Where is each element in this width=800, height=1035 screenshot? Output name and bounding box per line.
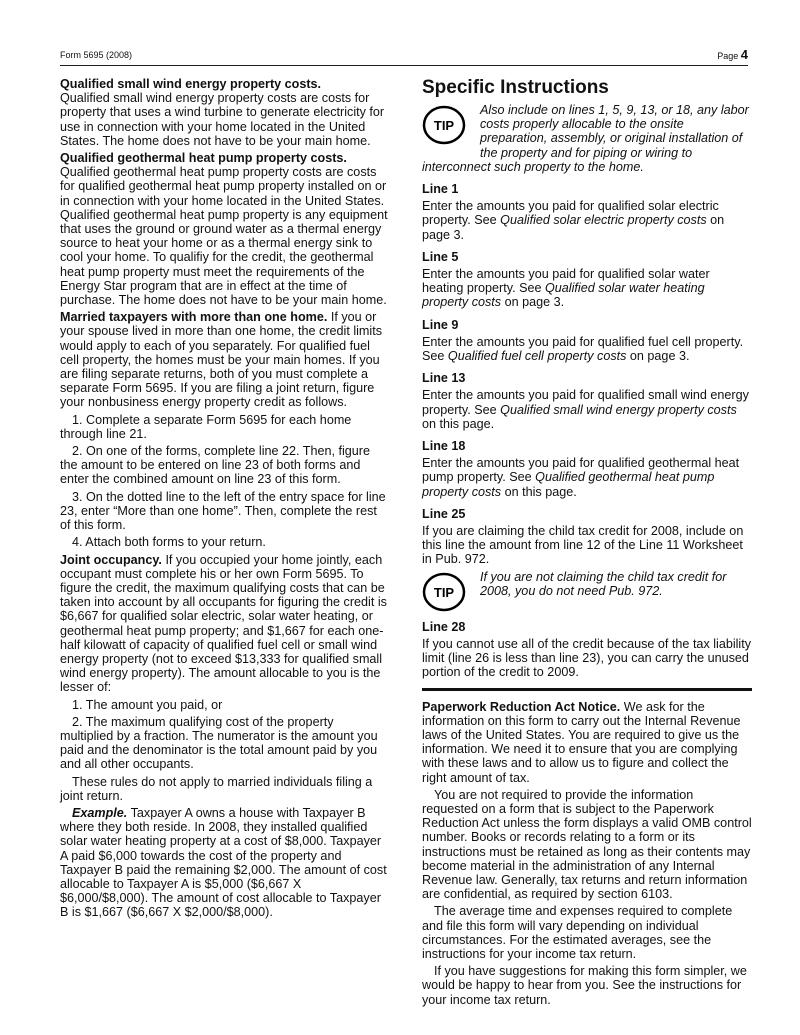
line-25-heading: Line 25 (422, 506, 466, 521)
line-1-ref: Qualified solar electric property costs (500, 213, 707, 228)
line-9-text (422, 335, 752, 363)
joint-title: Joint occupancy. (60, 552, 162, 567)
tip-label-1: TIP (433, 118, 455, 133)
joint-paragraph (60, 553, 390, 695)
tip-1-continuation: interconnect such property to the home. (422, 159, 644, 174)
line-13-heading: Line 13 (422, 371, 466, 386)
section-divider (422, 688, 752, 691)
example-body: Taxpayer A owns a house with Taxpayer B where they both reside. In 2008, they installed qualified solar water heating property at a cost of $8,000. Taxpayer A paid $6,000 towards the cost of the property and Taxpayer B paid the remaining $2,000. The amount of cost allocable to Taxpayer A is $5,000 ($6,667 X $6,000/$8,000). The amount of cost allocable to Taxpayer B is $1,667 ($6,667 X $2,000/$8,000). (60, 805, 387, 920)
paperwork-paragraph-2: You are not required to provide the information requested on a form that is subject to the Paperwork Reduction Act unless the form displays a valid OMB control number. Books or records relating to a form or its instructions must be retained as long as their contents may become material in the administration of any Internal Revenue law. Generally, tax returns and return information are confidential, as required by section 6103. (422, 787, 752, 902)
line-28-heading: Line 28 (422, 619, 466, 634)
line-9-ref: Qualified fuel cell property costs (447, 349, 627, 364)
married-body: If you or your spouse lived in more than one home, the credit limits would apply to each of you separately. For qualified fuel cell property, the homes must be your main homes. If you are filing separate returns, both of you must complete a separate Form 5695. If you are filing a joint return, figure your nonbusiness energy property credit as follows. (60, 310, 383, 410)
example-paragraph (60, 806, 390, 920)
lesser-item-2: 2. The maximum qualifying cost of the property multiplied by a fraction. The numerator is the amount you paid and the denominator is the total amount paid by you and all other occupants. (60, 714, 378, 772)
paperwork-title: Paperwork Reduction Act Notice. (422, 699, 621, 714)
paperwork-paragraph-3: The average time and expenses required to complete and file this form will vary depending on individual circumstances. For the estimated averages, see the instructions for your income tax return. (422, 904, 733, 961)
paperwork-paragraph (422, 700, 752, 785)
left-column (60, 77, 390, 923)
tip-label-2: TIP (433, 584, 455, 600)
line-18-heading: Line 18 (422, 439, 466, 454)
married-step-4: 4. Attach both forms to your return. (72, 535, 266, 550)
tip-icon (422, 105, 466, 145)
tip-block-1 (422, 103, 752, 160)
paperwork-body: We ask for the information on this form to carry out the Internal Revenue laws of the United States. You are required to give us the information. We need it to ensure that you are complying with these laws and to allow us to figure and collect the right amount of tax. (422, 699, 741, 785)
line-13-post: on this page. (422, 416, 495, 431)
line-5-heading: Line 5 (422, 249, 459, 264)
married-paragraph (60, 310, 390, 409)
line-5-post: on page 3. (501, 295, 565, 310)
wind-title: Qualified small wind energy property costs. (60, 77, 322, 91)
geothermal-paragraph (60, 151, 390, 307)
lesser-item-1: 1. The amount you paid, or (72, 697, 223, 712)
line-25-text: If you are claiming the child tax credit for 2008, include on this line the amount from line 12 of the Line 11 Worksheet in Pub. 972. (422, 524, 744, 567)
page-word: Page (717, 51, 739, 61)
joint-body: If you occupied your home jointly, each occupant must complete his or her own Form 5695. To figure the credit, the maximum qualifying costs that can be taken into account by all occupants for figuring the credit is $6,667 for qualified solar electric, solar water heating, or geothermal heat pump property; and $1,667 for each one-half kilowatt of capacity of qualified fuel cell or small wind energy property (not to exceed $13,333 for qualified small wind energy property). The amount allocable to you is the lesser of: (60, 552, 387, 695)
right-column (422, 77, 752, 1010)
line-5-pre: Enter the amounts you paid for qualified solar water heating property. See (422, 267, 710, 296)
married-title: Married taxpayers with more than one home. (60, 310, 328, 325)
line-9-pre: Enter the amounts you paid for qualified fuel cell property. See (422, 334, 744, 364)
tip-block-2 (422, 570, 752, 612)
line-5-ref: Qualified solar water heating property costs (422, 281, 705, 310)
page-number: 4 (740, 47, 748, 62)
line-13-pre: Enter the amounts you paid for qualified small wind energy property. See (422, 388, 749, 417)
line-1-text (422, 199, 752, 242)
tip-icon (422, 572, 466, 612)
line-1-pre: Enter the amounts you paid for qualified solar electric property. See (422, 199, 719, 228)
line-9-heading: Line 9 (422, 317, 459, 332)
line-18-pre: Enter the amounts you paid for qualified geothermal heat pump property. See (422, 456, 740, 485)
line-13-text (422, 388, 752, 431)
married-step-1: 1. Complete a separate Form 5695 for each home through line 21. (60, 412, 352, 441)
line-18-ref: Qualified geothermal heat pump property costs (422, 470, 715, 499)
line-13-ref: Qualified small wind energy property costs (500, 402, 737, 417)
married-step-2: 2. On one of the forms, complete line 22. Then, figure the amount to be entered on line 23 of both forms and enter the combined amount on line 23 of this form. (60, 444, 370, 487)
married-step-3: 3. On the dotted line to the left of the entry space for line 23, enter “More than one home”. Then, complete the rest of this form. (60, 489, 386, 533)
specific-instructions-title: Specific Instructions (422, 77, 609, 98)
tip-1-text: Also include on lines 1, 5, 9, 13, or 18, any labor costs properly allocable to the onsite preparation, assembly, or original installation of the property and for piping or wiring to (480, 103, 749, 160)
page-header (60, 47, 748, 66)
geothermal-title: Qualified geothermal heat pump property costs. (60, 151, 347, 166)
form-label: Form 5695 (2008) (60, 50, 133, 60)
wind-body: Qualified small wind energy property costs are costs for property that uses a wind turbine to generate electricity for use in connection with your home located in the United States. The home does not have to be your main home. (60, 91, 385, 148)
paperwork-paragraph-4: If you have suggestions for making this form simpler, we would be happy to hear from you. See the instructions for your income tax return. (422, 964, 747, 1007)
line-1-post: on page 3. (422, 213, 725, 242)
tip-2-text: If you are not claiming the child tax credit for 2008, you do not need Pub. 972. (480, 569, 727, 598)
example-label: Example. (72, 805, 128, 820)
line-9-post: on page 3. (626, 349, 690, 364)
line-1-heading: Line 1 (422, 182, 459, 197)
line-5-text (422, 267, 752, 310)
geothermal-body: Qualified geothermal heat pump property costs are costs for qualified geothermal heat pump property installed on or in connection with your home located in the United States. Qualified geothermal heat pump property is any equipment that uses the ground or ground water as a thermal energy source to heat your home or as a thermal energy sink to cool your home. To qualifiy for the credit, the geothermal heat pump property must meet the requirements of the Energy Star program that are in effect at the time of purchase. The home does not have to be your main home. (60, 165, 388, 308)
line-18-text (422, 456, 752, 499)
rules-note: These rules do not apply to married individuals filing a joint return. (60, 774, 373, 803)
page-label (717, 47, 748, 62)
wind-paragraph (60, 77, 390, 148)
line-28-text: If you cannot use all of the credit because of the tax liability limit (line 26 is less than line 23), you can carry the unused portion of the credit to 2009. (422, 636, 752, 680)
line-18-post: on this page. (501, 484, 577, 499)
